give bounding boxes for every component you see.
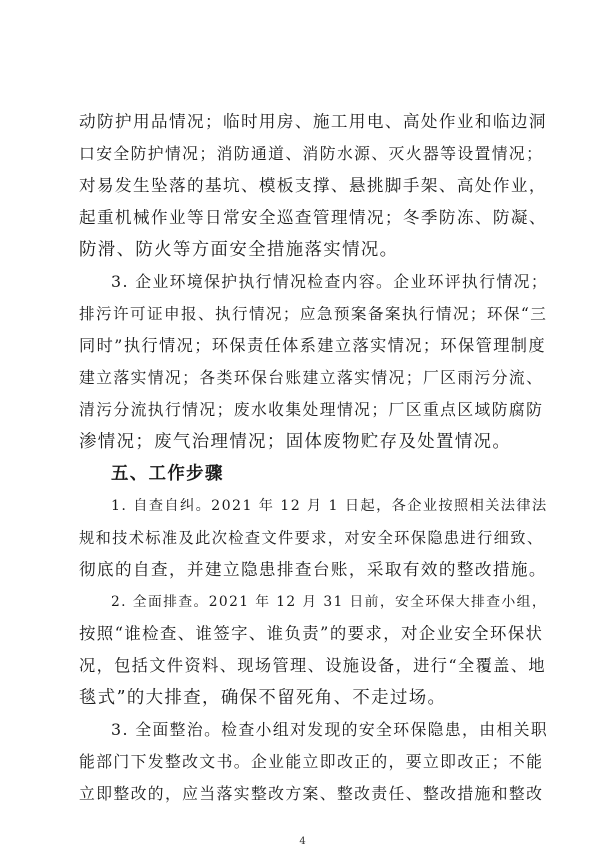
body-line-19: 毯式”的大排查，确保不留死角、不走过场。 <box>79 688 447 708</box>
body-line-17: 按照“谁检查、谁签字、谁负责”的要求，对企业安全环保状 <box>79 624 544 643</box>
body-line-2: 口安全防护情况；消防通道、消防水源、灭火器等设置情况； <box>79 144 544 163</box>
body-line-18: 况，包括文件资料、现场管理、设施设备，进行“全覆盖、地 <box>79 656 546 675</box>
section-heading: 五、工作步骤 <box>111 464 224 484</box>
body-line-21: 能部门下发整改文书。企业能立即改正的，要立即改正；不能 <box>79 752 544 771</box>
body-line-11: 渗情况；废气治理情况；固体废物贮存及处置情况。 <box>79 432 512 452</box>
body-line-7: 排污许可证申报、执行情况；应急预案备案执行情况；环保“三 <box>79 305 548 323</box>
step-1-first-line: 1. 自查自纠。2021 年 12 月 1 日起，各企业按照相关法律法 <box>111 498 548 514</box>
body-line-4: 起重机械作业等日常安全巡查管理情况；冬季防冻、防凝、 <box>79 208 547 227</box>
body-line-3: 对易发生坠落的基坑、模板支撑、悬挑脚手架、高处作业， <box>79 176 547 195</box>
body-line-10: 清污分流执行情况；废水收集处理情况；厂区重点区域防腐防 <box>79 400 544 419</box>
body-line-9: 建立落实情况；各类环保台账建立落实情况；厂区雨污分流、 <box>79 368 544 387</box>
body-line-8: 同时”执行情况；环保责任体系建立落实情况；环保管理制度 <box>79 336 546 355</box>
step-2-first-line: 2. 全面排查。2021 年 12 月 31 日前，安全环保大排查小组， <box>111 594 548 610</box>
body-line-5: 防滑、防火等方面安全措施落实情况。 <box>79 240 399 260</box>
paragraph-3-first-line: 3. 企业环境保护执行情况检查内容。企业环评执行情况； <box>111 272 549 291</box>
body-line-14: 规和技术标准及此次检查文件要求，对安全环保隐患进行细致、 <box>79 529 544 547</box>
body-line-22: 立即整改的，应当落实整改方案、整改责任、整改措施和整改 <box>79 784 544 803</box>
step-3-first-line: 3. 全面整治。检查小组对发现的安全环保隐患，由相关职 <box>111 720 549 739</box>
page-number: 4 <box>299 836 306 847</box>
body-line-1: 动防护用品情况；临时用房、施工用电、高处作业和临边洞 <box>79 112 547 131</box>
body-line-15: 彻底的自查，并建立隐患排查台账，采取有效的整改措施。 <box>79 560 547 579</box>
